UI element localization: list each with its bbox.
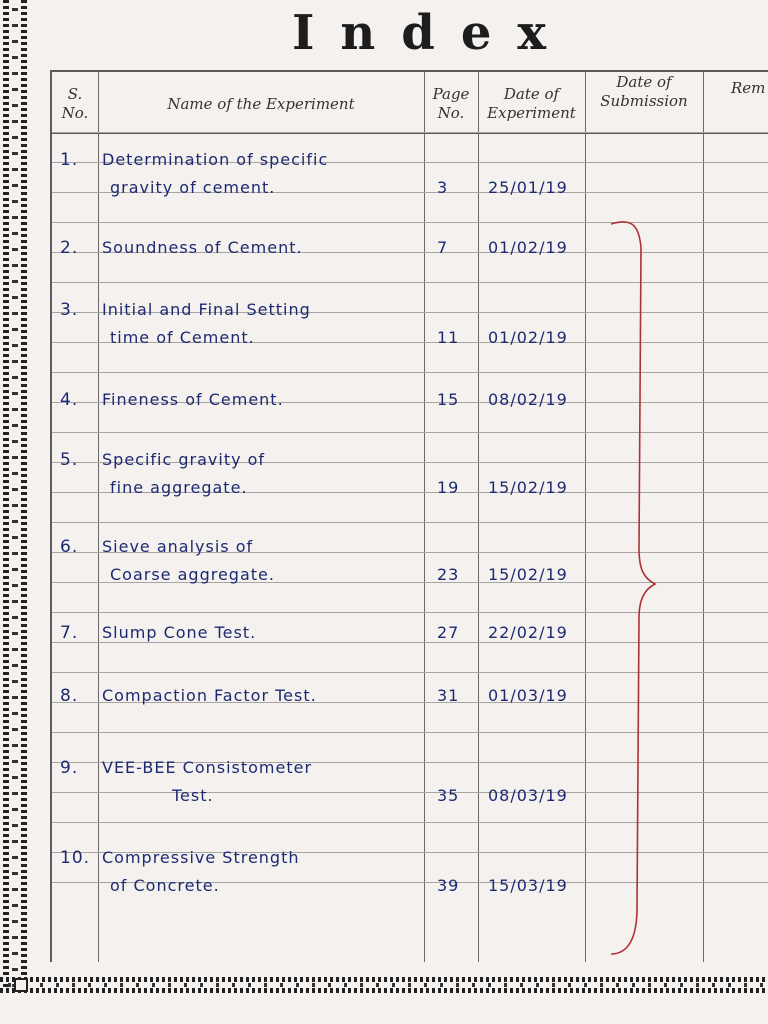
ruled-line: [52, 132, 768, 133]
row-experiment-name: VEE-BEE Consistometer: [102, 758, 313, 777]
ruled-line: [52, 642, 768, 643]
row-date-of-experiment: 01/02/19: [488, 328, 568, 347]
decorative-border-left: [0, 0, 30, 990]
row-page-number: 7: [437, 238, 449, 257]
row-serial-number: 8.: [60, 686, 79, 706]
row-page-number: 23: [437, 565, 460, 584]
column-rule: [98, 72, 99, 962]
column-rule: [585, 72, 586, 962]
row-page-number: 3: [437, 178, 449, 197]
row-serial-number: 10.: [60, 848, 91, 868]
ruled-line: [52, 732, 768, 733]
row-date-of-experiment: 22/02/19: [488, 623, 568, 642]
header-experiment-name: Name of the Experiment: [167, 94, 355, 113]
header-date-submission: Date of Submission: [600, 73, 688, 110]
column-rule: [703, 72, 704, 962]
row-experiment-name-continued: of Concrete.: [110, 876, 220, 895]
index-table: [50, 70, 768, 962]
ruled-line: [52, 282, 768, 283]
page-title: Index: [291, 5, 573, 61]
row-experiment-name: Compressive Strength: [102, 848, 300, 867]
row-experiment-name: Initial and Final Setting: [102, 300, 311, 319]
row-date-of-experiment: 08/02/19: [488, 390, 568, 409]
row-page-number: 19: [437, 478, 460, 497]
row-experiment-name: Slump Cone Test.: [102, 623, 257, 642]
row-date-of-experiment: 15/02/19: [488, 565, 568, 584]
ruled-line: [52, 792, 768, 793]
header-date-experiment: Date of Experiment: [487, 85, 576, 122]
row-experiment-name-continued: gravity of cement.: [110, 178, 276, 197]
row-serial-number: 2.: [60, 238, 79, 258]
row-page-number: 15: [437, 390, 460, 409]
row-experiment-name-continued: time of Cement.: [110, 328, 255, 347]
row-date-of-experiment: 01/03/19: [488, 686, 568, 705]
row-experiment-name-continued: fine aggregate.: [110, 478, 248, 497]
row-serial-number: 9.: [60, 758, 79, 778]
header-sno: S. No.: [61, 85, 89, 122]
ruled-line: [52, 522, 768, 523]
row-experiment-name: Sieve analysis of: [102, 537, 254, 556]
ruled-line: [52, 612, 768, 613]
row-experiment-name: Determination of specific: [102, 150, 329, 169]
row-serial-number: 7.: [60, 623, 79, 643]
curly-brace-mark: [609, 218, 659, 958]
row-experiment-name: Soundness of Cement.: [102, 238, 303, 257]
row-experiment-name-continued: Coarse aggregate.: [110, 565, 275, 584]
row-date-of-experiment: 15/03/19: [488, 876, 568, 895]
border-corner-square: [14, 978, 28, 992]
row-serial-number: 6.: [60, 537, 79, 557]
row-page-number: 39: [437, 876, 460, 895]
row-experiment-name-continued: Test.: [172, 786, 214, 805]
row-serial-number: 1.: [60, 150, 79, 170]
row-serial-number: 5.: [60, 450, 79, 470]
row-date-of-experiment: 15/02/19: [488, 478, 568, 497]
column-rule: [424, 72, 425, 962]
header-page-no: Page No.: [432, 85, 470, 122]
ruled-line: [52, 672, 768, 673]
ruled-line: [52, 372, 768, 373]
row-page-number: 31: [437, 686, 460, 705]
decorative-border-bottom: [0, 975, 768, 995]
row-page-number: 35: [437, 786, 460, 805]
header-remarks: Rem: [731, 78, 766, 97]
ruled-line: [52, 222, 768, 223]
ruled-line: [52, 822, 768, 823]
row-experiment-name: Specific gravity of: [102, 450, 266, 469]
row-serial-number: 3.: [60, 300, 79, 320]
row-date-of-experiment: 01/02/19: [488, 238, 568, 257]
row-date-of-experiment: 25/01/19: [488, 178, 568, 197]
row-experiment-name: Compaction Factor Test.: [102, 686, 317, 705]
row-date-of-experiment: 08/03/19: [488, 786, 568, 805]
column-rule: [478, 72, 479, 962]
row-page-number: 27: [437, 623, 460, 642]
row-page-number: 11: [437, 328, 460, 347]
row-experiment-name: Fineness of Cement.: [102, 390, 284, 409]
row-serial-number: 4.: [60, 390, 79, 410]
ruled-line: [52, 432, 768, 433]
